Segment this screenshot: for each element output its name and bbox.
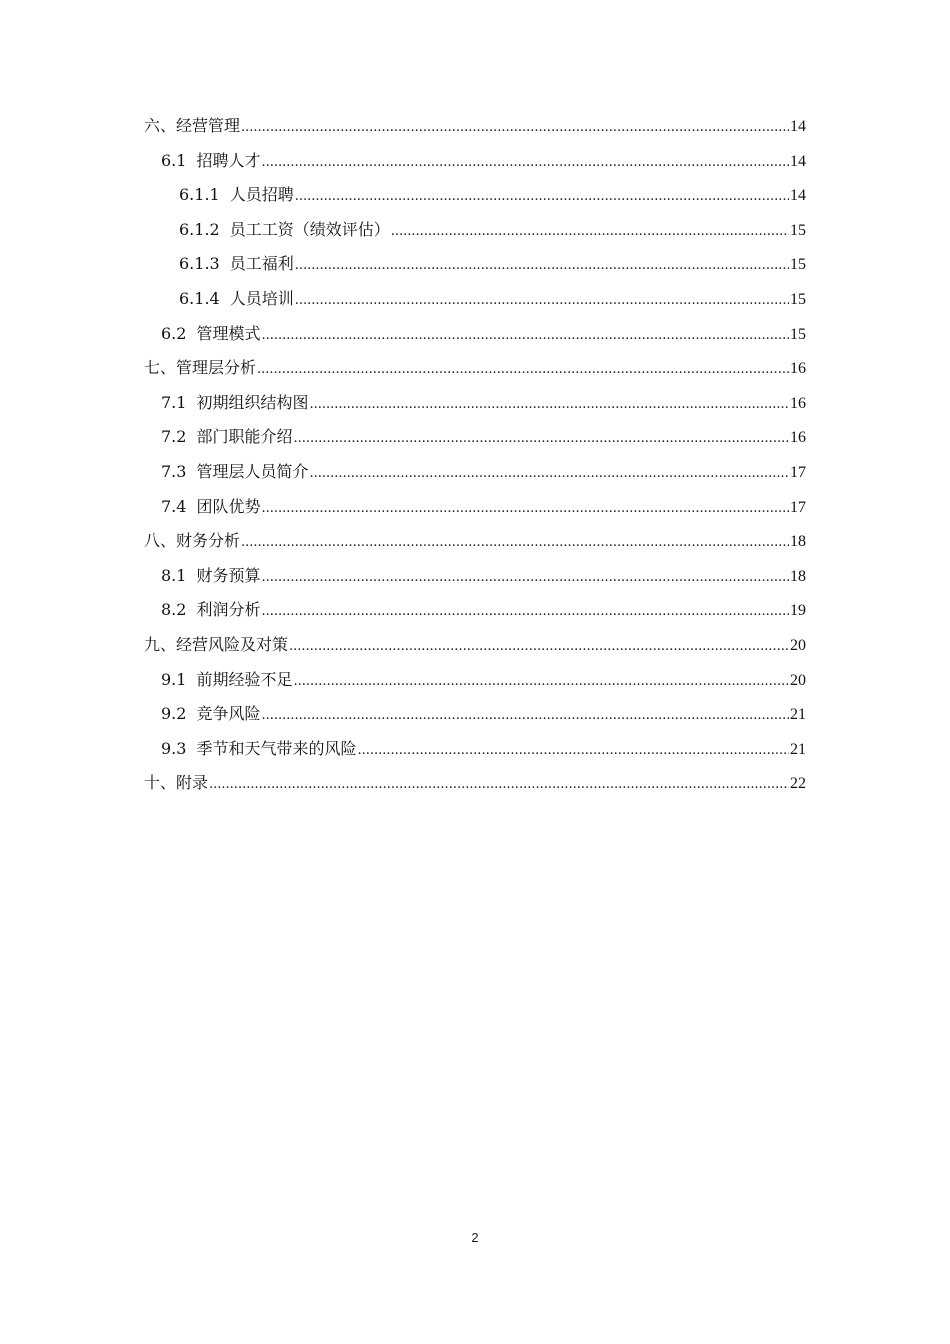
toc-entry-number: 6.1.3: [179, 254, 220, 274]
table-of-contents: [144, 113, 806, 805]
toc-entry-page: 15: [790, 290, 806, 308]
toc-entry-label: 团队优势: [196, 496, 261, 516]
toc-entry-6-1-3[interactable]: [144, 251, 806, 286]
toc-entry-chapter-7[interactable]: [144, 355, 806, 390]
toc-entry-page: 20: [790, 671, 806, 689]
toc-entry-label: 前期经验不足: [196, 669, 293, 689]
toc-entry-page: 15: [790, 325, 806, 343]
toc-entry-number: 8.2: [161, 600, 187, 620]
toc-entry-number: 9.3: [161, 738, 187, 758]
toc-entry-chapter-6[interactable]: [144, 113, 806, 148]
toc-entry-7-4[interactable]: [144, 494, 806, 529]
toc-entry-page: 15: [790, 256, 806, 274]
toc-entry-page: 19: [790, 602, 806, 620]
toc-entry-page: 16: [790, 360, 806, 378]
toc-entry-6-1-1[interactable]: [144, 182, 806, 217]
toc-entry-chapter-8[interactable]: [144, 528, 806, 563]
toc-entry-number: 7.3: [161, 461, 187, 481]
toc-entry-8-2[interactable]: [144, 597, 806, 632]
toc-entry-label: 管理层人员简介: [196, 461, 309, 481]
toc-entry-label: 人员招聘: [229, 185, 294, 205]
toc-entry-6-1[interactable]: [144, 148, 806, 183]
toc-entry-label: 员工福利: [229, 254, 294, 274]
toc-entry-page: 20: [790, 636, 806, 654]
toc-entry-page: 16: [790, 394, 806, 412]
toc-dot-leader: [261, 570, 789, 585]
toc-entry-label: 七、管理层分析: [144, 358, 257, 378]
toc-entry-6-1-2[interactable]: [144, 217, 806, 252]
toc-entry-number: 6.1: [161, 150, 187, 170]
toc-entry-8-1[interactable]: [144, 563, 806, 598]
toc-entry-page: 17: [790, 463, 806, 481]
toc-entry-number: 9.2: [161, 704, 187, 724]
toc-dot-leader: [295, 258, 789, 273]
toc-dot-leader: [295, 189, 789, 204]
toc-entry-9-2[interactable]: [144, 701, 806, 736]
toc-dot-leader: [261, 155, 789, 170]
toc-entry-label: 竞争风险: [196, 704, 261, 724]
toc-entry-page: 17: [790, 498, 806, 516]
toc-dot-leader: [309, 397, 789, 412]
toc-entry-chapter-9[interactable]: [144, 632, 806, 667]
toc-entry-page: 14: [790, 187, 806, 205]
toc-entry-label: 人员培训: [229, 288, 294, 308]
toc-entry-9-3[interactable]: [144, 736, 806, 771]
toc-entry-7-3[interactable]: [144, 459, 806, 494]
toc-dot-leader: [293, 431, 789, 446]
toc-entry-label: 部门职能介绍: [196, 427, 293, 447]
toc-dot-leader: [241, 535, 789, 550]
toc-dot-leader: [261, 501, 789, 516]
toc-entry-page: 14: [790, 118, 806, 135]
toc-entry-number: 6.1.1: [179, 185, 220, 205]
toc-entry-page: 18: [790, 567, 806, 585]
toc-dot-leader: [261, 604, 789, 619]
page-number: 2: [471, 1230, 479, 1245]
toc-entry-label: 初期组织结构图: [196, 392, 309, 412]
toc-entry-label: 利润分析: [196, 600, 261, 620]
toc-entry-number: 6.2: [161, 323, 187, 343]
toc-dot-leader: [289, 639, 789, 654]
toc-entry-6-1-4[interactable]: [144, 286, 806, 321]
toc-dot-leader: [391, 224, 789, 239]
toc-entry-9-1[interactable]: [144, 667, 806, 702]
toc-entry-7-1[interactable]: [144, 390, 806, 425]
toc-entry-page: 18: [790, 533, 806, 551]
toc-entry-number: 8.1: [161, 565, 187, 585]
toc-entry-label: 员工工资（绩效评估）: [229, 219, 390, 239]
toc-entry-page: 15: [790, 221, 806, 239]
toc-entry-label: 管理模式: [196, 323, 261, 343]
toc-dot-leader: [309, 466, 789, 481]
toc-dot-leader: [257, 362, 789, 377]
toc-entry-label: 十、附录: [144, 773, 209, 793]
toc-entry-number: 6.1.2: [179, 219, 220, 239]
toc-entry-number: 7.1: [161, 392, 187, 412]
toc-entry-page: 21: [790, 740, 806, 758]
toc-entry-number: 7.4: [161, 496, 187, 516]
toc-entry-7-2[interactable]: [144, 424, 806, 459]
toc-entry-number: 7.2: [161, 427, 187, 447]
toc-entry-page: 22: [790, 775, 806, 793]
toc-entry-label: 八、财务分析: [144, 531, 241, 551]
toc-dot-leader: [209, 777, 789, 792]
toc-entry-label: 招聘人才: [196, 150, 261, 170]
toc-entry-label: 季节和天气带来的风险: [196, 738, 357, 758]
toc-entry-label: 六、经营管理: [144, 116, 241, 135]
toc-dot-leader: [261, 328, 789, 343]
toc-dot-leader: [261, 708, 789, 723]
toc-dot-leader: [241, 120, 789, 135]
toc-entry-label: 九、经营风险及对策: [144, 634, 289, 654]
toc-entry-label: 财务预算: [196, 565, 261, 585]
toc-entry-6-2[interactable]: [144, 321, 806, 356]
toc-entry-page: 16: [790, 429, 806, 447]
toc-entry-chapter-10[interactable]: [144, 770, 806, 805]
toc-dot-leader: [293, 674, 789, 689]
toc-entry-page: 21: [790, 706, 806, 724]
toc-dot-leader: [295, 293, 789, 308]
toc-entry-number: 6.1.4: [179, 288, 220, 308]
toc-dot-leader: [357, 743, 789, 758]
toc-entry-number: 9.1: [161, 669, 187, 689]
toc-entry-page: 14: [790, 152, 806, 170]
